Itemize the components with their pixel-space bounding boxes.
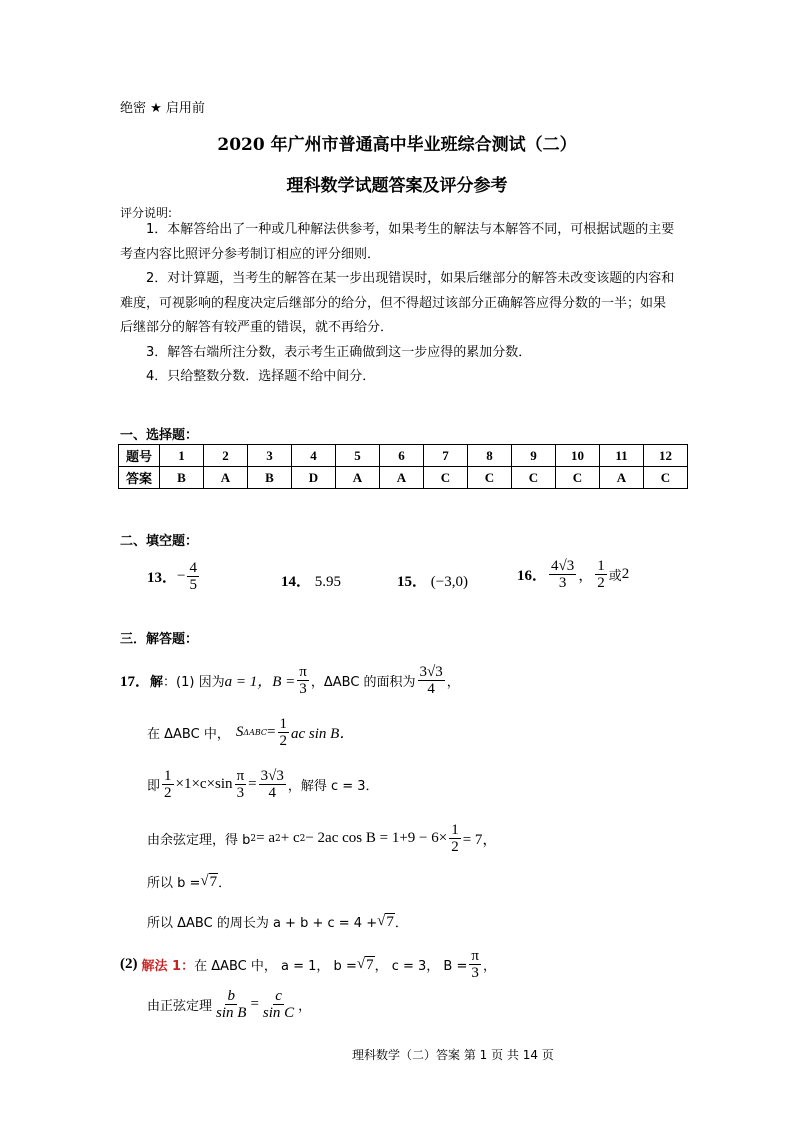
sqrt-symbol: √ — [356, 956, 366, 972]
q16-last: 2 — [621, 566, 630, 582]
table-cell: C — [424, 467, 468, 489]
half-fraction — [162, 768, 174, 801]
frac-num: π — [299, 664, 307, 680]
table-cell: 6 — [380, 445, 424, 467]
table-cell: C — [644, 467, 688, 489]
q16-den2: 2 — [597, 575, 605, 591]
q17-line4 — [147, 822, 497, 855]
instruction-item: 2．对计算题，当考生的解答在某一步出现错误时，如果后继部分的解答未改变该题的内容和难度，可视影响的程度决定后继部分的给分，但不得超过该部分正确解答应得分数的一半；如果后继部分的解答有较严重的错误，就不再给分． — [120, 271, 675, 335]
frac-num: π — [471, 948, 479, 964]
line2-s: S — [235, 724, 244, 740]
period: ． — [394, 916, 408, 931]
section1-heading: 一、选择题： — [120, 428, 199, 443]
frac-num: 3√3 — [419, 664, 443, 680]
q16-fraction — [549, 558, 576, 591]
sqrt-symbol: √ — [200, 873, 209, 889]
page-footer: 理科数学（二）答案 第 1 页 共 14 页 — [352, 1048, 554, 1062]
secret-label: 绝密 ★ 启用前 — [120, 101, 205, 116]
answer-14 — [281, 570, 341, 591]
sqrt-7: 7 — [386, 913, 394, 930]
table-cell: 10 — [556, 445, 600, 467]
q16-num2: 1 — [597, 558, 605, 574]
q16-label: 16． — [517, 568, 548, 584]
half-fraction — [278, 716, 290, 749]
part2-text: 在 ΔABC 中， a = 1， b = — [194, 959, 357, 974]
pi-over-3 — [469, 948, 481, 981]
frac-num: 1 — [451, 822, 459, 838]
q13-label: 13． — [147, 570, 178, 586]
comma: ， — [298, 999, 312, 1014]
table-cell: C — [556, 467, 600, 489]
frac-num: 1 — [164, 768, 172, 784]
table-cell: 9 — [512, 445, 556, 467]
q16-sep: ， — [578, 568, 594, 584]
line3-d: ，解得 c = 3． — [287, 779, 379, 794]
comma: ， — [446, 675, 460, 690]
half-fraction — [449, 822, 461, 855]
table-cell: D — [292, 467, 336, 489]
table-row — [119, 467, 688, 489]
q14-label: 14． — [281, 574, 312, 590]
line2-a: 在 ΔABC 中， — [147, 727, 230, 742]
period: ． — [218, 876, 232, 891]
line5-a: 所以 b = — [147, 876, 201, 891]
table-cell: A — [336, 467, 380, 489]
table-cell: C — [468, 467, 512, 489]
q15-label: 15． — [397, 574, 428, 590]
line3-c: = — [248, 776, 257, 792]
line2-eq: = — [267, 724, 276, 740]
line2-end: ac sin B． — [291, 726, 355, 742]
frac-den: 2 — [279, 733, 287, 749]
table-cell: 3 — [248, 445, 292, 467]
answer-15 — [397, 570, 468, 591]
q17-solve: 解 — [150, 675, 164, 690]
instructions-heading: 评分说明: — [120, 206, 173, 220]
q16-den: 3 — [558, 575, 567, 591]
sine-law-right — [261, 988, 296, 1021]
q17-area-text: ，ΔABC 的面积为 — [310, 675, 416, 690]
frac-den: 3 — [236, 785, 245, 801]
q17-given: a = 1，B = — [224, 674, 296, 690]
q17-line5 — [147, 872, 231, 891]
area-fraction — [259, 768, 286, 801]
q17-label: 17． — [120, 674, 151, 690]
section3-heading: 三．解答题： — [120, 632, 199, 647]
sine-law-left — [214, 988, 248, 1021]
frac-den: sin B — [216, 1005, 247, 1021]
frac-den: 3 — [471, 965, 479, 981]
instruction-item: 4．只给整数分数．选择题不给中间分． — [146, 369, 376, 384]
q15-value: (−3,0) — [430, 574, 468, 590]
frac-den: 4 — [427, 681, 435, 697]
page-subtitle: 理科数学试题答案及评分参考 — [286, 176, 508, 196]
table-cell: B — [160, 467, 204, 489]
table-cell: C — [512, 467, 556, 489]
table-cell: A — [380, 467, 424, 489]
frac-den: 2 — [451, 839, 459, 855]
sqrt-7: 7 — [209, 873, 218, 890]
frac-den: 3 — [299, 681, 307, 697]
table-cell: 1 — [160, 445, 204, 467]
table-header-cell: 题号 — [119, 445, 160, 467]
line4-c: + c — [280, 830, 300, 846]
line4-b: = a — [256, 830, 275, 846]
comma: ， — [482, 959, 496, 974]
q13-den: 5 — [189, 577, 197, 593]
answer-13 — [147, 560, 201, 593]
frac-den: 4 — [268, 785, 276, 801]
frac-num: c — [275, 988, 282, 1004]
frac-den: 2 — [164, 785, 172, 801]
pi-over-3 — [235, 768, 247, 801]
sqrt-7: 7 — [366, 956, 374, 973]
line4-e: = 7， — [462, 832, 498, 848]
page-title: 2020 年广州市普通高中毕业班综合测试（二） — [217, 135, 577, 155]
answer-table — [118, 444, 688, 489]
frac-num: π — [236, 768, 245, 784]
table-cell: 5 — [336, 445, 380, 467]
frac-num: 3√3 — [260, 768, 284, 784]
line2-sub: ΔABC — [243, 728, 268, 737]
table-cell: 4 — [292, 445, 336, 467]
area-fraction — [418, 664, 445, 697]
q17-intro: ：(1) 因为 — [163, 675, 225, 690]
section2-heading: 二、填空题： — [120, 534, 199, 549]
table-header-cell: 答案 — [119, 467, 160, 489]
q14-value: 5.95 — [314, 574, 342, 590]
q17-line8: 由正弦定理 $\frac{b}{\text{sin B}}$ = $\frac{c}{\text{sin C}}$ ， — [147, 988, 312, 1021]
q13-sign: − — [177, 568, 186, 584]
q17-line1 — [120, 664, 460, 697]
instruction-item: 1．本解答给出了一种或几种解法供参考，如果考生的解法与本解答不同，可根据试题的主要考查内容比照评分参考制订相应的评分细则． — [120, 222, 675, 262]
q17-part2 — [120, 948, 496, 981]
line3-a: 即 — [147, 779, 161, 794]
table-cell: 12 — [644, 445, 688, 467]
q16-fraction-2 — [595, 558, 607, 591]
sqrt-symbol: √ — [377, 913, 386, 929]
q13-fraction — [187, 560, 199, 593]
table-cell: A — [204, 467, 248, 489]
part2-label: (2) — [120, 956, 138, 972]
q17-line6 — [147, 912, 408, 931]
line3-b: ×1×c×sin — [175, 776, 233, 792]
sup: 2 — [275, 833, 281, 844]
line8-a: 由正弦定理 — [147, 999, 213, 1014]
sup: 2 — [299, 833, 306, 844]
table-cell: 7 — [424, 445, 468, 467]
instructions-body — [120, 218, 678, 390]
table-cell: 11 — [600, 445, 644, 467]
table-row — [119, 445, 688, 467]
table-cell: 8 — [468, 445, 512, 467]
frac-num: b — [227, 988, 235, 1004]
line4-d: − 2ac cos B = 1+9 − 6× — [305, 830, 448, 846]
table-cell: B — [248, 467, 292, 489]
q16-or: 或 — [608, 569, 622, 584]
pi-over-3 — [297, 664, 309, 697]
table-cell: A — [600, 467, 644, 489]
q13-num: 4 — [189, 560, 197, 576]
sup: 2 — [250, 833, 257, 844]
frac-den: sin C — [262, 1005, 295, 1021]
q17-line3 — [147, 768, 379, 801]
q17-line2 — [147, 716, 354, 749]
line4-a: 由余弦定理，得 b — [147, 833, 251, 848]
part2-text2: ， c = 3， B = — [374, 959, 468, 974]
line6-a: 所以 ΔABC 的周长为 a + b + c = 4 + — [147, 916, 378, 931]
part2-method: 解法 1： — [141, 959, 195, 974]
table-cell: 2 — [204, 445, 248, 467]
instruction-item: 3．解答右端所注分数，表示考生正确做到这一步应得的累加分数． — [146, 344, 532, 360]
frac-num: 1 — [279, 716, 287, 732]
q16-num: 4√3 — [551, 558, 575, 574]
answer-16 — [517, 558, 629, 591]
